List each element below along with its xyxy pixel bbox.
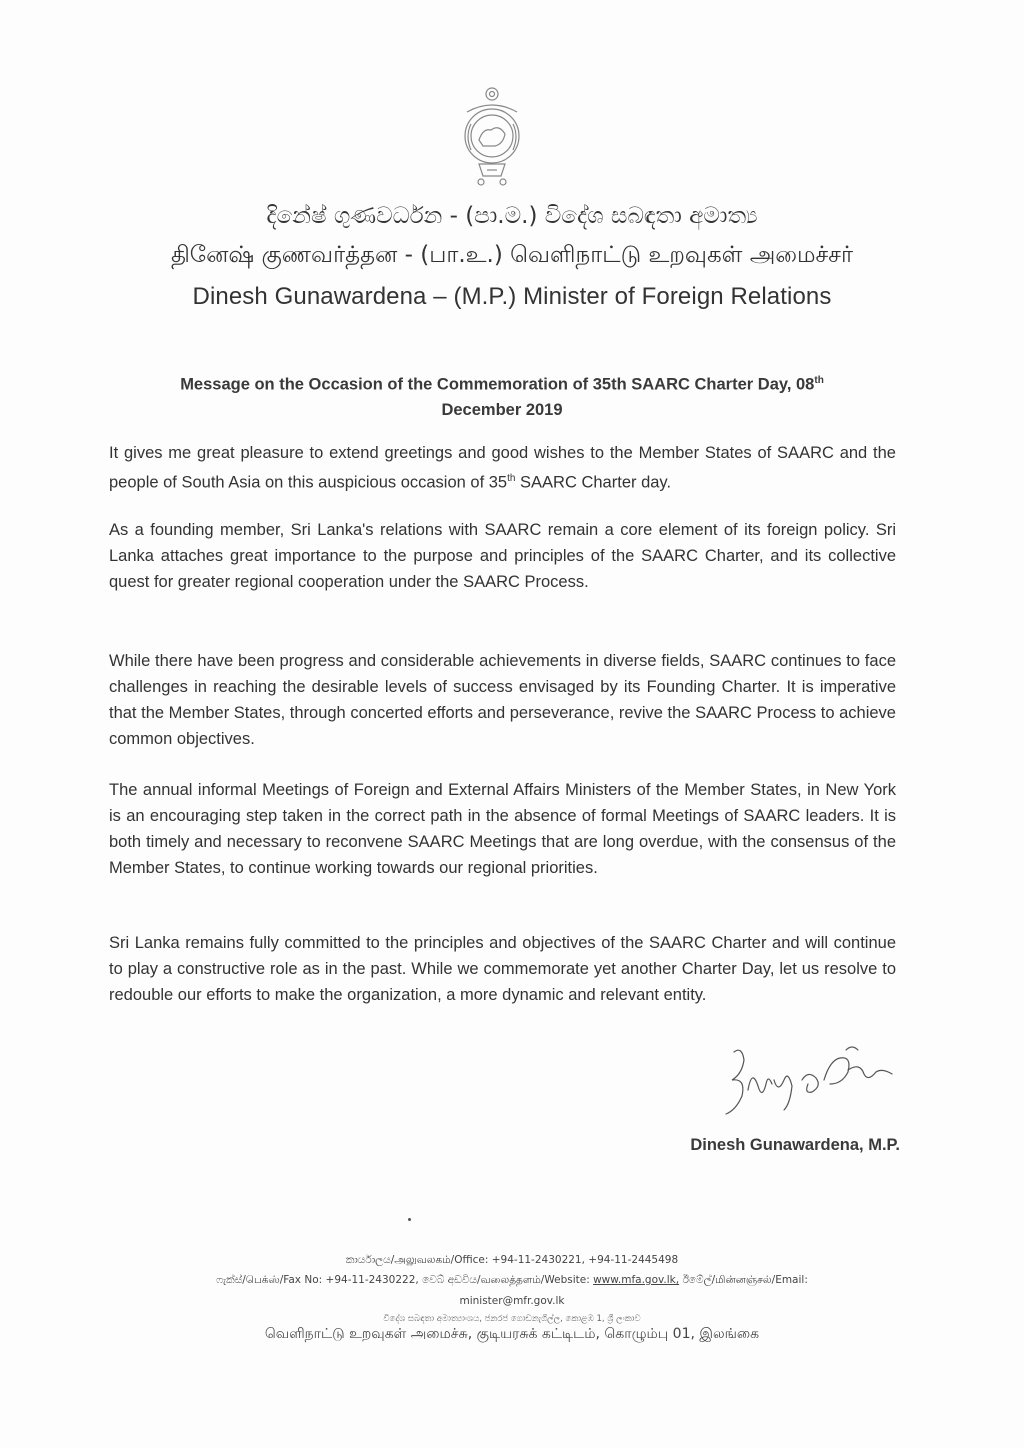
footer-fax-number: +94-11-2430222, <box>325 1274 419 1286</box>
paragraph-2: As a founding member, Sri Lanka's relations with SAARC remain a core element of its foreign policy. Sri Lanka attaches great importance to the purpose and principles of the SAARC Charter, and its collective quest for greater regional cooperation under the SAARC Process. <box>109 521 896 591</box>
stray-dot <box>408 1218 411 1221</box>
footer-office <box>100 1254 924 1267</box>
footer-fax-label: ෆැක්ස්/பெக்ஸ்/Fax No: <box>216 1274 323 1286</box>
footer-email[interactable]: minister@mfr.gov.lk <box>459 1295 565 1307</box>
letterhead-tamil: தினேஷ் குணவர்த்தன - (பா.உ.) வெளிநாட்டு உறவுகள் அமைச்சர் <box>170 242 854 268</box>
paragraph-5: Sri Lanka remains fully committed to the principles and objectives of the SAARC Charter and will continue to play a constructive role as in the past. While we commemorate yet another Charter Day, let us resolve to redouble our efforts to make the organization, a more dynamic and relevant entity. <box>109 934 896 1004</box>
footer-address-sinhala: විදේශ සබඳතා අමාත්‍යාංශය, ජනරජ ගොඩනැගිල්ල, කොළඹ 1, ශ්‍රී ලංකාව <box>383 1314 641 1324</box>
footer-office-numbers: +94-11-2430221, +94-11-2445498 <box>491 1254 679 1266</box>
footer-office-label: කාර්යාලය/அலுவலகம்/Office: <box>345 1254 489 1266</box>
message-title <box>100 368 904 423</box>
footer-fax-web-email <box>100 1274 924 1287</box>
footer-website-label: වෙබ් අඩවිය/வலைத்தளம்/Website: <box>422 1274 590 1286</box>
paragraph-1-b: SAARC Charter day. <box>515 473 672 492</box>
paragraph-1 <box>109 440 896 496</box>
letterhead-sinhala: දිනේෂ් ගුණවර්ධන - (පා.ම.) විදේශ සබඳතා අමාත්‍ය <box>266 203 758 229</box>
title-main: Message on the Occasion of the Commemoration of 35th SAARC Charter Day, 08 <box>180 375 815 394</box>
footer-address-tamil: வெளிநாட்டு உறவுகள் அமைச்சு, குடியரசுக் கட்டிடம், கொழும்பு 01, இலங்கை <box>264 1326 760 1342</box>
paragraph-1-a: It gives me great pleasure to extend greetings and good wishes to the Member States of SAARC and the people of South Asia on this auspicious occasion of 35 <box>109 444 896 492</box>
sri-lanka-emblem-seal <box>457 84 527 188</box>
letterhead-english: Dinesh Gunawardena – (M.P.) Minister of Foreign Relations <box>192 283 832 310</box>
title-sup: th <box>814 375 824 386</box>
footer-email-label: ඊමේල්/மின்னஞ்சல்/Email: <box>682 1274 808 1286</box>
title-tail: December 2019 <box>441 400 563 419</box>
paragraph-3: While there have been progress and considerable achievements in diverse fields, SAARC continues to face challenges in reaching the desirable levels of success envisaged by its Founding Charter. It is imperative that the Member States, through concerted efforts and perseverance, revive the SAARC Process to achieve common objectives. <box>109 652 896 748</box>
handwritten-signature <box>712 1040 902 1130</box>
signer-name: Dinesh Gunawardena, M.P. <box>690 1136 900 1154</box>
paragraph-1-sup: th <box>507 473 516 484</box>
footer-website-link[interactable]: www.mfa.gov.lk, <box>593 1274 680 1286</box>
paragraph-4: The annual informal Meetings of Foreign and External Affairs Ministers of the Member States, in New York is an encouraging step taken in the correct path in the absence of formal Meetings of SAARC leaders. It is both timely and necessary to reconvene SAARC Meetings that are long overdue, with the consensus of the Member States, to continue working towards our regional priorities. <box>109 781 896 877</box>
